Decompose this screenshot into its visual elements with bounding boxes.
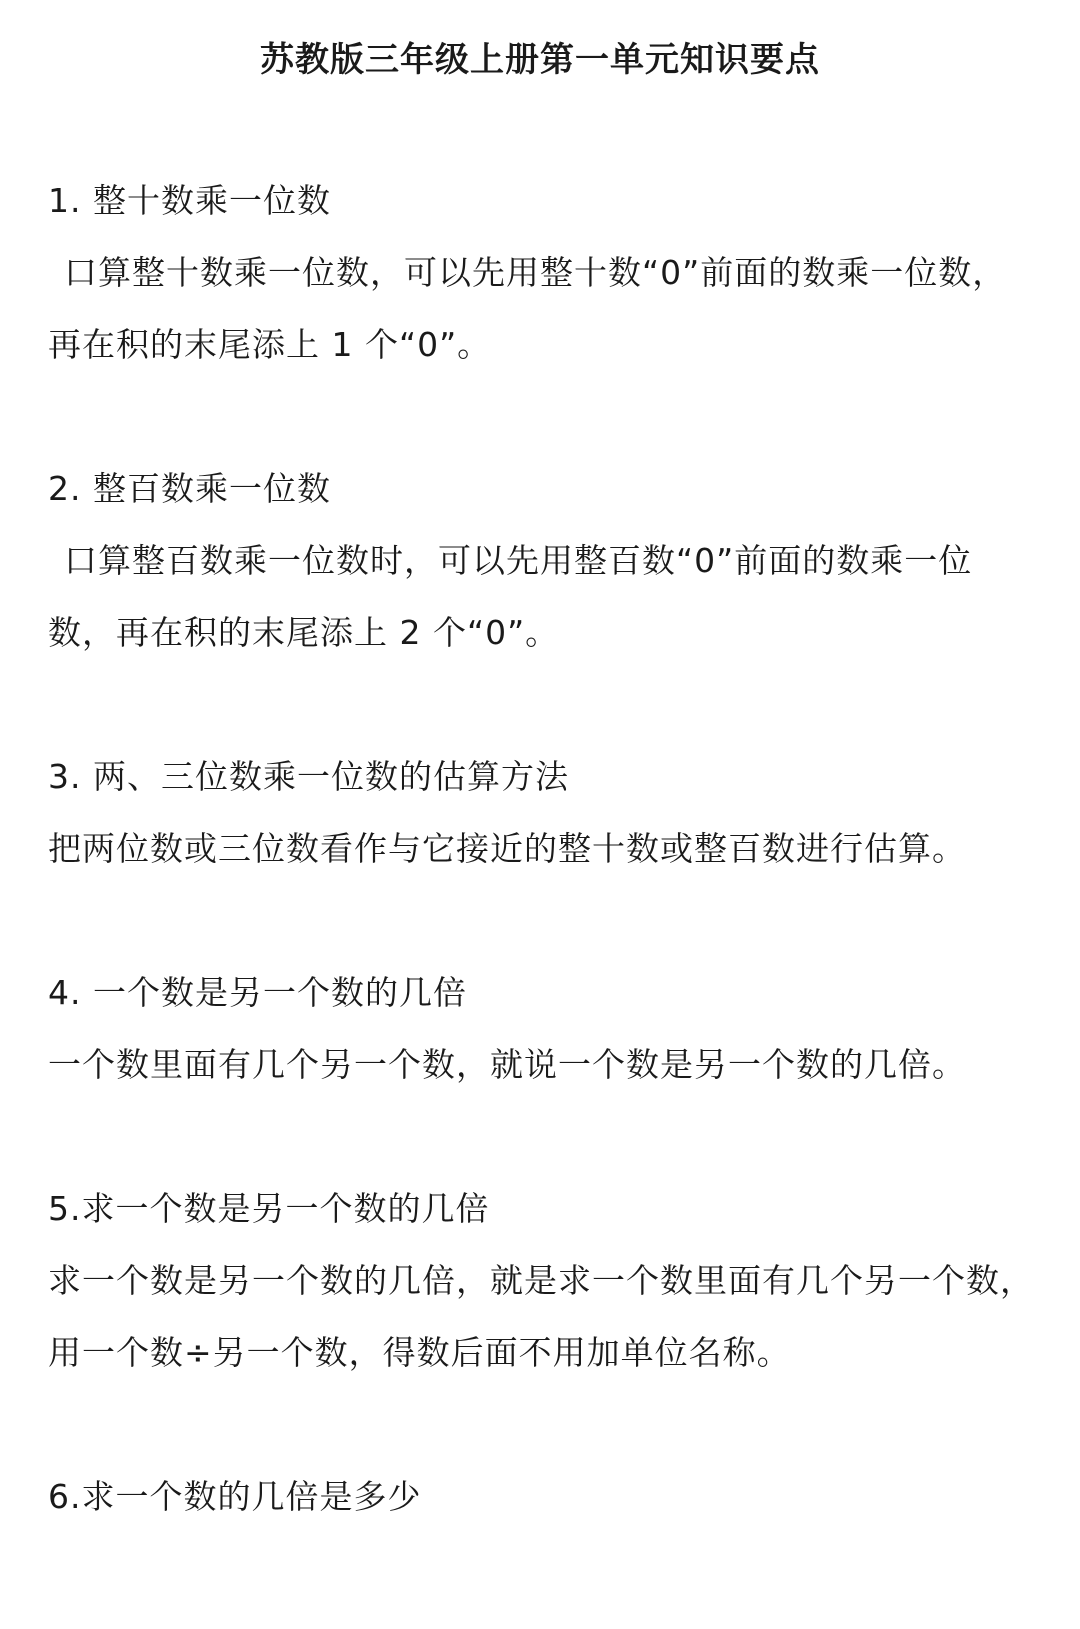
document-title: 苏教版三年级上册第一单元知识要点 — [260, 40, 820, 80]
section-2-heading: 2. 整百数乘一位数 — [48, 469, 331, 508]
section-5-text-line-1: 求一个数是另一个数的几倍，就是求一个数里面有几个另一个数， — [48, 1261, 1034, 1300]
section-1-text-line-1: 口算整十数乘一位数，可以先用整十数“0”前面的数乘一位数， — [64, 253, 1007, 292]
section-2-text-line-2: 数，再在积的末尾添上 2 个“0”。 — [48, 613, 560, 652]
section-6-heading: 6.求一个数的几倍是多少 — [48, 1477, 422, 1516]
section-5-heading: 5.求一个数是另一个数的几倍 — [48, 1189, 490, 1228]
section-5-text-line-2: 用一个数÷另一个数，得数后面不用加单位名称。 — [48, 1333, 791, 1372]
section-4-heading: 4. 一个数是另一个数的几倍 — [48, 973, 467, 1012]
section-4-text-line-1: 一个数里面有几个另一个数，就说一个数是另一个数的几倍。 — [48, 1045, 966, 1084]
section-1-text-line-2: 再在积的末尾添上 1 个“0”。 — [48, 325, 492, 364]
section-2-text-line-1: 口算整百数乘一位数时，可以先用整百数“0”前面的数乘一位 — [64, 541, 973, 580]
section-3-heading: 3. 两、三位数乘一位数的估算方法 — [48, 757, 569, 796]
section-3-text-line-1: 把两位数或三位数看作与它接近的整十数或整百数进行估算。 — [48, 829, 966, 868]
section-1-heading: 1. 整十数乘一位数 — [48, 181, 331, 220]
